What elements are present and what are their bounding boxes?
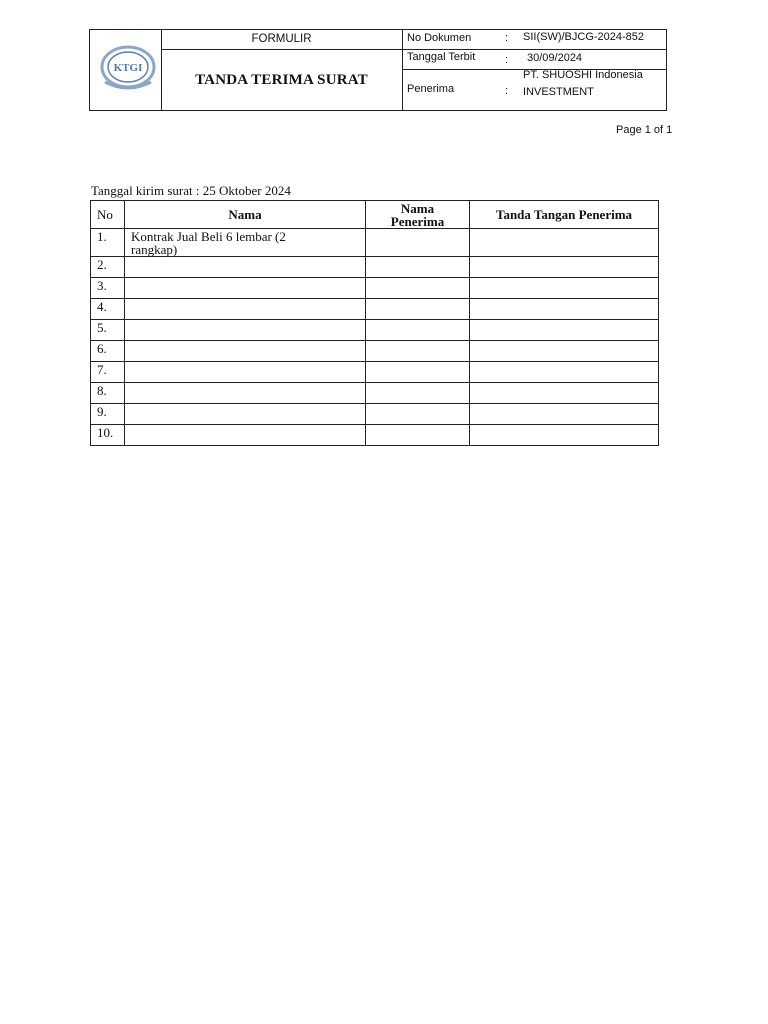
cell-penerima [366,320,470,341]
cell-no: 9. [91,404,125,425]
cell-penerima [366,425,470,446]
header-nama: Nama [125,201,366,229]
cell-penerima [366,404,470,425]
info-value: 30/09/2024 [527,52,583,64]
cell-nama-line2: rangkap) [131,242,178,257]
info-row-tanggal-terbit [402,50,666,70]
table-row [91,229,659,257]
cell-no: 2. [91,257,125,278]
cell-no: 3. [91,278,125,299]
cell-tanda-tangan [470,229,659,257]
info-value: SII(SW)/BJCG-2024-852 [523,31,645,43]
cell-tanda-tangan [470,320,659,341]
cell-tanda-tangan [470,341,659,362]
cell-nama [125,341,366,362]
cell-no: 8. [91,383,125,404]
cell-nama [125,362,366,383]
cell-nama [125,299,366,320]
company-logo [90,30,161,110]
send-date: Tanggal kirim surat : 25 Oktober 2024 [91,183,291,198]
info-label: Tanggal Terbit [407,51,476,63]
cell-tanda-tangan [470,425,659,446]
table-row [91,404,659,425]
cell-nama [125,383,366,404]
table-row [91,257,659,278]
cell-tanda-tangan [470,299,659,320]
cell-penerima [366,229,470,257]
cell-tanda-tangan [470,362,659,383]
cell-penerima [366,299,470,320]
cell-no: 5. [91,320,125,341]
info-label: Penerima [407,83,455,95]
page-number: Page 1 of 1 [616,124,673,136]
cell-penerima [366,278,470,299]
cell-tanda-tangan [470,404,659,425]
cell-nama [125,320,366,341]
cell-no: 7. [91,362,125,383]
cell-no: 1. [91,229,125,257]
receipt-table [90,200,659,446]
table-row [91,320,659,341]
header-penerima-line1: Nama [400,200,435,216]
info-value-line2: INVESTMENT [523,86,594,98]
table-row [91,299,659,320]
header-nama-penerima [366,201,470,229]
table-header-row [91,201,659,229]
cell-penerima [366,383,470,404]
info-colon: : [505,54,509,66]
logo-cell [90,30,162,110]
cell-nama-line1: Kontrak Jual Beli 6 lembar (2 [131,229,286,244]
header-tanda-tangan: Tanda Tangan Penerima [470,201,659,229]
cell-tanda-tangan [470,278,659,299]
header-no: No [91,201,125,229]
cell-no: 4. [91,299,125,320]
info-colon: : [505,32,509,44]
form-header [89,29,667,111]
cell-nama [125,229,366,257]
cell-nama [125,425,366,446]
header-penerima-line2: Penerima [390,213,445,229]
cell-penerima [366,341,470,362]
info-row-penerima [402,70,666,110]
cell-no: 10. [91,425,125,446]
form-title-cell [161,30,403,110]
cell-penerima [366,257,470,278]
table-row [91,362,659,383]
cell-no: 6. [91,341,125,362]
cell-nama [125,257,366,278]
table-row [91,341,659,362]
cell-nama [125,278,366,299]
cell-penerima [366,362,470,383]
info-colon: : [505,85,509,97]
table-row [91,383,659,404]
document-info [402,30,666,110]
info-label: No Dokumen [407,32,472,44]
table-row [91,425,659,446]
cell-nama [125,404,366,425]
cell-tanda-tangan [470,257,659,278]
info-row-no-dokumen [402,30,666,50]
info-value-line1: PT. SHUOSHI Indonesia [523,69,643,81]
cell-tanda-tangan [470,383,659,404]
form-label: FORMULIR [161,30,402,50]
svg-text:KTGI: KTGI [113,62,143,74]
table-row [91,278,659,299]
form-title: TANDA TERIMA SURAT [195,72,368,88]
